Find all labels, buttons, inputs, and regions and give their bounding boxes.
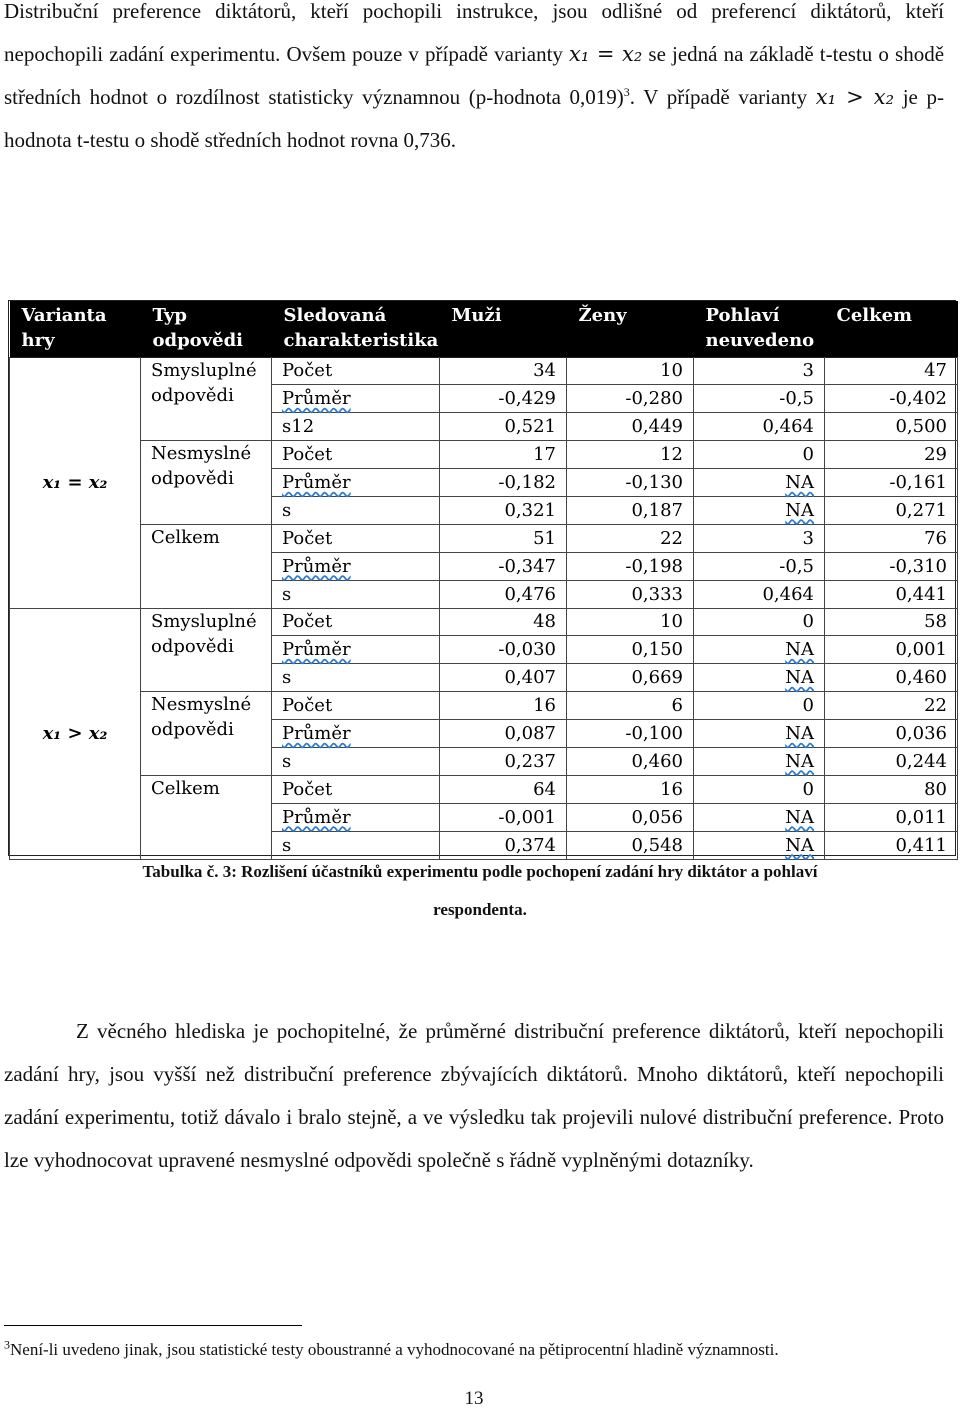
- men-value: 64: [440, 775, 567, 803]
- women-value: 16: [567, 775, 694, 803]
- total-value: -0,161: [825, 469, 958, 497]
- gender-na-value: NA: [694, 636, 825, 664]
- men-value: -0,030: [440, 636, 567, 664]
- total-value: 0,500: [825, 413, 958, 441]
- characteristic-cell: Počet: [272, 608, 440, 636]
- men-value: 0,237: [440, 747, 567, 775]
- response-type-cell: Nesmyslné odpovědi: [141, 692, 272, 776]
- total-value: 0,001: [825, 636, 958, 664]
- total-value: 22: [825, 692, 958, 720]
- women-value: 12: [567, 441, 694, 469]
- women-value: -0,198: [567, 552, 694, 580]
- characteristic-cell: Počet: [272, 692, 440, 720]
- characteristic-cell: s: [272, 831, 440, 859]
- footnote-reference[interactable]: 3: [623, 85, 630, 99]
- variant-equal-cell: x₁ = x₂: [10, 357, 141, 608]
- table-caption-continued: respondenta.: [433, 900, 527, 919]
- gender-na-value: NA: [694, 831, 825, 859]
- gender-na-value: NA: [694, 803, 825, 831]
- men-value: -0,347: [440, 552, 567, 580]
- characteristic-cell: Průměr: [272, 552, 440, 580]
- characteristic-cell: Počet: [272, 775, 440, 803]
- total-value: 0,460: [825, 664, 958, 692]
- gender-na-value: 0,464: [694, 580, 825, 608]
- gender-na-value: NA: [694, 664, 825, 692]
- intro-paragraph: Distribuční preference diktátorů, kteří pochopili instrukce, jsou odlišné od preferencí diktátorů, kteří nepochopili zadání experimentu. Ovšem pouze v případě varianty x₁ = x₂ se jedná na základě t-testu o shodě středních hodnot o rozdílnost statisticky významnou (p-hodnota 0,019)$^3$. V případě varianty x₁ > x₂ je p-hodnota t-testu o shodě středních hodnot rovna 0,736.: [4, 0, 945, 152]
- table-row: [10, 441, 958, 469]
- discussion-paragraph: Z věcného hlediska je pochopitelné, že průměrné distribuční preference diktátorů, kteří nepochopili zadání hry, jsou vyšší než distribuční preference zbývajících diktátorů. Mnoho diktátorů, kteří nepochopili zadání experimentu, totiž dávalo i bralo stejně, a ve výsledku tak projevili nulové distribuční preference. Proto lze vyhodnocovat upravené nesmyslné odpovědi společně s řádně vyplněnými dotazníky.: [4, 1019, 944, 1172]
- table-header-row: [10, 301, 958, 357]
- women-value: -0,100: [567, 720, 694, 748]
- header-variant: Varianta hry: [10, 301, 141, 357]
- women-value: 0,669: [567, 664, 694, 692]
- characteristic-cell: s: [272, 496, 440, 524]
- women-value: 0,449: [567, 413, 694, 441]
- men-value: 0,476: [440, 580, 567, 608]
- total-value: 0,244: [825, 747, 958, 775]
- women-value: 0,150: [567, 636, 694, 664]
- characteristic-cell: s: [272, 747, 440, 775]
- characteristic-cell: Průměr: [272, 469, 440, 497]
- gender-na-value: NA: [694, 496, 825, 524]
- variant-greater-formula: x₁ > x₂: [815, 85, 895, 109]
- characteristic-cell: s: [272, 580, 440, 608]
- total-value: 29: [825, 441, 958, 469]
- total-value: 80: [825, 775, 958, 803]
- men-value: -0,001: [440, 803, 567, 831]
- gender-na-value: 0: [694, 441, 825, 469]
- footnote-divider: [4, 1325, 302, 1326]
- total-value: 58: [825, 608, 958, 636]
- women-value: 22: [567, 524, 694, 552]
- women-value: 10: [567, 357, 694, 385]
- header-type: Typ odpovědi: [141, 301, 272, 357]
- women-value: -0,280: [567, 385, 694, 413]
- men-value: 0,374: [440, 831, 567, 859]
- response-type-cell: Celkem: [141, 775, 272, 859]
- gender-na-value: NA: [694, 469, 825, 497]
- response-type-cell: Smysluplné odpovědi: [141, 357, 272, 441]
- total-value: 0,011: [825, 803, 958, 831]
- total-value: 0,036: [825, 720, 958, 748]
- response-type-cell: Smysluplné odpovědi: [141, 608, 272, 692]
- table-row: [10, 608, 958, 636]
- table-row: [10, 692, 958, 720]
- table-row: [10, 357, 958, 385]
- women-value: 0,333: [567, 580, 694, 608]
- men-value: -0,182: [440, 469, 567, 497]
- women-value: 0,460: [567, 747, 694, 775]
- variant-equal-formula: x₁ = x₂: [569, 42, 643, 66]
- men-value: 0,087: [440, 720, 567, 748]
- men-value: 34: [440, 357, 567, 385]
- results-table: [8, 300, 956, 856]
- men-value: 51: [440, 524, 567, 552]
- men-value: 16: [440, 692, 567, 720]
- header-total: Celkem: [825, 301, 958, 357]
- women-value: 10: [567, 608, 694, 636]
- characteristic-cell: s12: [272, 413, 440, 441]
- gender-na-value: NA: [694, 720, 825, 748]
- header-characteristic: Sledovaná charakteristika: [272, 301, 440, 357]
- response-type-cell: Nesmyslné odpovědi: [141, 441, 272, 525]
- gender-na-value: -0,5: [694, 552, 825, 580]
- characteristic-cell: Počet: [272, 357, 440, 385]
- header-women: Ženy: [567, 301, 694, 357]
- gender-na-value: NA: [694, 747, 825, 775]
- men-value: 0,321: [440, 496, 567, 524]
- total-value: 0,411: [825, 831, 958, 859]
- gender-na-value: 3: [694, 357, 825, 385]
- total-value: -0,402: [825, 385, 958, 413]
- women-value: 0,548: [567, 831, 694, 859]
- gender-na-value: 0: [694, 608, 825, 636]
- total-value: 0,271: [825, 496, 958, 524]
- response-type-cell: Celkem: [141, 524, 272, 608]
- table-row: [10, 524, 958, 552]
- gender-na-value: -0,5: [694, 385, 825, 413]
- women-value: 0,056: [567, 803, 694, 831]
- women-value: -0,130: [567, 469, 694, 497]
- characteristic-cell: Průměr: [272, 720, 440, 748]
- header-gender-na: Pohlaví neuvedeno: [694, 301, 825, 357]
- characteristic-cell: Počet: [272, 524, 440, 552]
- gender-na-value: 3: [694, 524, 825, 552]
- characteristic-cell: Průměr: [272, 803, 440, 831]
- table-row: [10, 775, 958, 803]
- men-value: 48: [440, 608, 567, 636]
- table-caption: Tabulka č. 3: Rozlišení účastníků experimentu podle pochopení zadání hry diktátor a pohlaví: [142, 862, 818, 881]
- gender-na-value: 0,464: [694, 413, 825, 441]
- women-value: 0,187: [567, 496, 694, 524]
- men-value: 0,407: [440, 664, 567, 692]
- women-value: 6: [567, 692, 694, 720]
- footnote: $^3$Není-li uvedeno jinak, jsou statistické testy oboustranné a vyhodnocované na pětiprocentní hladině významnosti.: [4, 1337, 779, 1359]
- characteristic-cell: Počet: [272, 441, 440, 469]
- characteristic-cell: Průměr: [272, 636, 440, 664]
- characteristic-cell: Průměr: [272, 385, 440, 413]
- total-value: 0,441: [825, 580, 958, 608]
- men-value: -0,429: [440, 385, 567, 413]
- header-men: Muži: [440, 301, 567, 357]
- gender-na-value: 0: [694, 692, 825, 720]
- variant-greater-cell: x₁ > x₂: [10, 608, 141, 859]
- total-value: 76: [825, 524, 958, 552]
- total-value: 47: [825, 357, 958, 385]
- characteristic-cell: s: [272, 664, 440, 692]
- men-value: 17: [440, 441, 567, 469]
- page-number: 13: [464, 1388, 484, 1409]
- total-value: -0,310: [825, 552, 958, 580]
- gender-na-value: 0: [694, 775, 825, 803]
- men-value: 0,521: [440, 413, 567, 441]
